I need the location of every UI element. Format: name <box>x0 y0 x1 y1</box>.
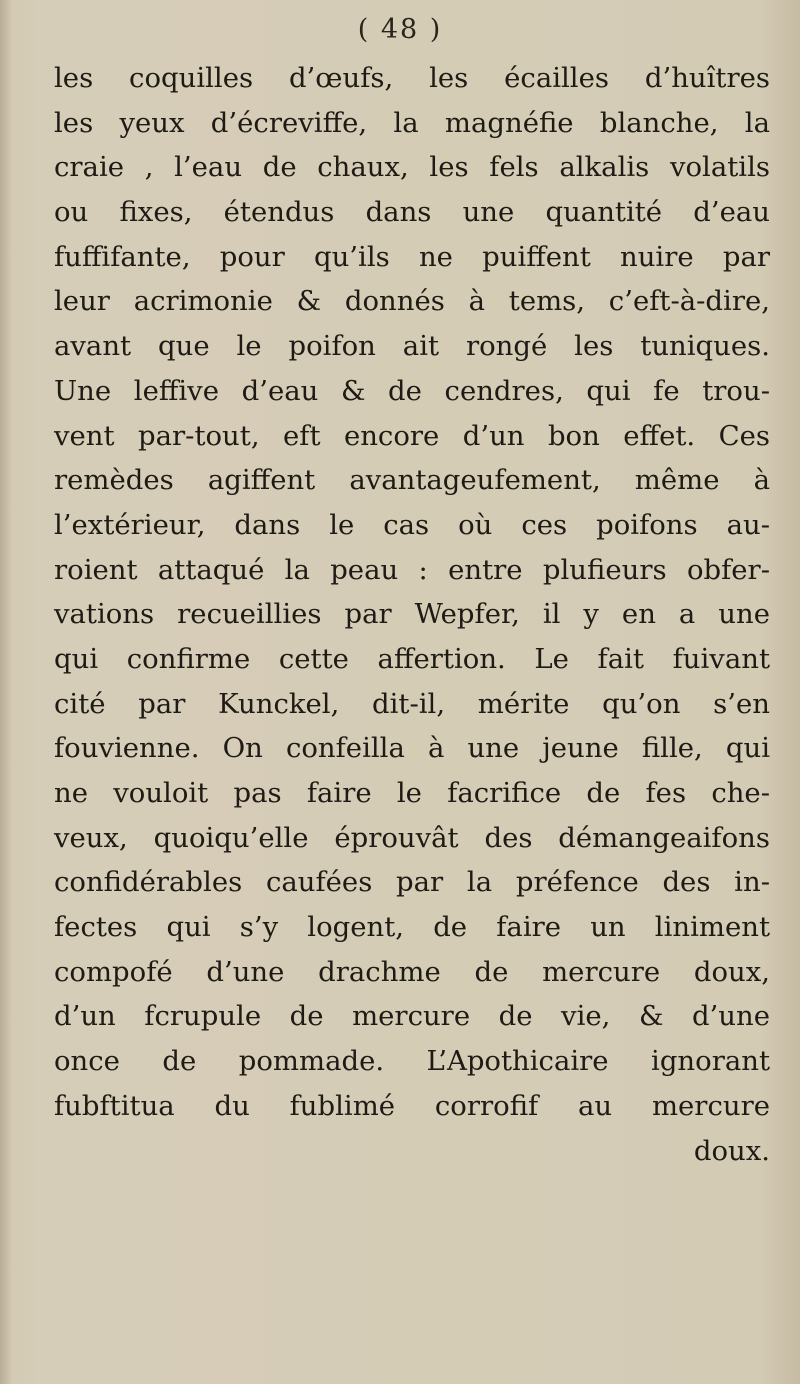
text-line: ne vouloit pas faire le facrifice de fes che- <box>54 777 770 809</box>
text-line: ou fixes, étendus dans une quantité d’eau <box>54 196 770 229</box>
text-line: avant que le poifon ait rongé les tuniques. <box>54 330 770 363</box>
text-line: qui confirme cette affertion. Le fait fuivant <box>54 642 770 675</box>
text-line: fectes qui s’y logent, de faire un liniment <box>54 911 770 944</box>
text-line: confidérables caufées par la préfence des in- <box>54 866 770 899</box>
text-line: cité par Kunckel, dit-il, mérite qu’on s’en <box>54 687 770 720</box>
text-line: veux, quoiqu’elle éprouvât des démangeaifons <box>54 821 770 854</box>
text-line: once de pommade. L’Apothicaire ignorant <box>54 1045 770 1078</box>
text-line: les yeux d’écreviffe, la magnéfie blanche, la <box>54 106 770 139</box>
text-line: fouvienne. On confeilla à une jeune fille, qui <box>54 732 770 765</box>
text-line: vent par-tout, eft encore d’un bon effet. Ces <box>54 419 770 452</box>
text-line: vations recueillies par Wepfer, il y en a une <box>54 598 770 631</box>
text-line: fubftitua du fublimé corrofif au mercure <box>54 1089 770 1122</box>
text-line: compofé d’une drachme de mercure doux, <box>54 955 770 988</box>
text-line: d’un fcrupule de mercure de vie, & d’une <box>54 1000 770 1033</box>
text-line: fuffifante, pour qu’ils ne puiffent nuire par <box>54 240 770 273</box>
text-line: roient attaqué la peau : entre plufieurs obfer- <box>54 553 770 586</box>
page-text <box>54 56 770 1173</box>
text-line: Une leffive d’eau & de cendres, qui fe trou- <box>54 374 770 407</box>
text-line: craie , l’eau de chaux, les fels alkalis volatils <box>54 151 770 184</box>
text-line: remèdes agiffent avantageufement, même à <box>54 464 770 497</box>
text-line: les coquilles d’œufs, les écailles d’huîtres <box>54 62 770 94</box>
text-line: doux. <box>693 1134 770 1167</box>
text-line: l’extérieur, dans le cas où ces poifons au- <box>54 508 770 541</box>
page-number: ( 48 ) <box>357 14 443 45</box>
text-line: leur acrimonie & donnés à tems, c’eft-à-dire, <box>54 285 770 318</box>
